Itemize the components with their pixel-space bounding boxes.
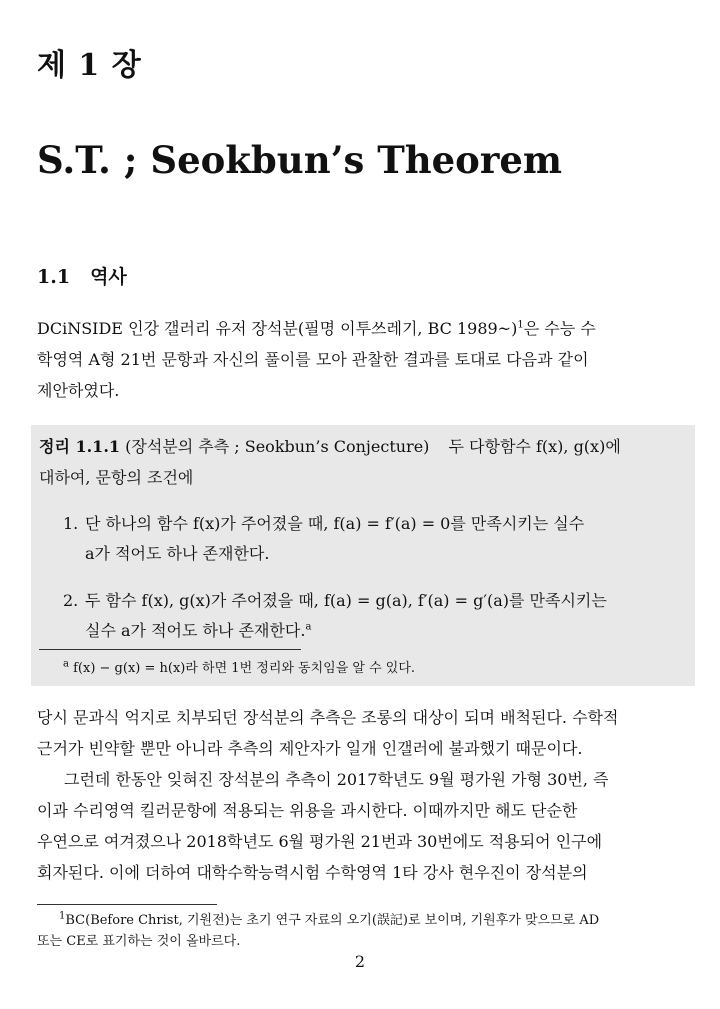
footnote-line-2: 또는 CE로 표기하는 것이 올바르다. [37, 934, 241, 949]
theorem-statement: 두 다항함수 f(x), g(x)에 [448, 437, 621, 456]
footnote-marker: 1 [59, 910, 66, 922]
note-marker: a [63, 658, 69, 670]
intro-line-1 [37, 313, 689, 344]
item-text: 단 하나의 함수 f(x)가 주어졌을 때, f(a) = f′(a) = 0를 만족시키는 실수 [85, 514, 585, 533]
body-line: 당시 문과식 억지로 치부되던 장석분의 추측은 조롱의 대상이 되며 배척된다. 수학적 [37, 708, 619, 727]
page-number: 2 [354, 952, 366, 971]
theorem-label: 정리 1.1.1 [39, 437, 121, 456]
item-marker: 1. [63, 514, 79, 533]
footnote-divider [37, 904, 217, 905]
note-ref: a [305, 621, 312, 633]
footnote-line-1 [37, 910, 687, 931]
theorem-item-1 [63, 511, 584, 534]
theorem-item-1-cont: a가 적어도 하나 존재한다. [85, 544, 270, 563]
intro-line-1-end: 은 수능 수 [523, 319, 596, 338]
intro-line-3: 제안하였다. [37, 381, 120, 400]
theorem-header [39, 434, 621, 457]
theorem-box [31, 425, 695, 686]
note-divider [39, 649, 301, 650]
chapter-title: S.T. ; Seokbun’s Theorem [37, 138, 563, 182]
body-line: 우연으로 여겨졌으나 2018학년도 6월 평가원 21번과 30번에도 적용되어 인구에 [37, 832, 603, 851]
note-text: f(x) − g(x) = h(x)라 하면 1번 정리와 동치임을 알 수 있다. [73, 661, 416, 676]
chapter-label: 제 1 장 [37, 48, 142, 83]
section-number: 1.1 [37, 266, 71, 288]
section-heading [37, 262, 127, 289]
footnote-text: BC(Before Christ, 기원전)는 초기 연구 자료의 오기(誤記)로 보이며, 기원후가 맞으므로 AD [65, 913, 600, 928]
footnote-ref: 1 [517, 319, 524, 331]
body-paragraph-1 [37, 702, 689, 764]
body-paragraph-2 [37, 764, 689, 888]
item-marker: 2. [63, 591, 79, 610]
theorem-item-2 [63, 588, 607, 611]
item-text: 실수 a가 적어도 하나 존재한다. [85, 621, 306, 640]
body-line: 이과 수리영역 킬러문항에 적용되는 위용을 과시한다. 이때까지만 해도 단순한 [37, 801, 578, 820]
intro-paragraph [37, 313, 689, 406]
intro-line-2: 학영역 A형 21번 문항과 자신의 풀이를 모아 관찰한 결과를 토대로 다음과 같이 [37, 350, 589, 369]
body-line: 근거가 빈약할 뿐만 아니라 추측의 제안자가 일개 인갤러에 불과했기 때문이다. [37, 739, 583, 758]
theorem-note [63, 657, 415, 676]
theorem-line-2: 대하여, 문항의 조건에 [39, 468, 194, 487]
theorem-title: (장석분의 추측 ; Seokbun’s Conjecture) [125, 437, 430, 456]
body-line: 그런데 한동안 잊혀진 장석분의 추측이 2017학년도 9월 평가원 가형 30번, 즉 [64, 770, 609, 789]
footnote [37, 910, 687, 952]
theorem-item-2-cont [85, 618, 311, 641]
intro-line-1-text: DCiNSIDE 인강 갤러리 유저 장석분(필명 이투쓰레기, BC 1989~) [37, 319, 518, 338]
item-text: 두 함수 f(x), g(x)가 주어졌을 때, f(a) = g(a), f′(a) = g′(a)를 만족시키는 [85, 591, 607, 610]
body-line: 회자된다. 이에 더하여 대학수학능력시험 수학영역 1타 강사 현우진이 장석분의 [37, 863, 588, 882]
section-title: 역사 [90, 266, 127, 288]
